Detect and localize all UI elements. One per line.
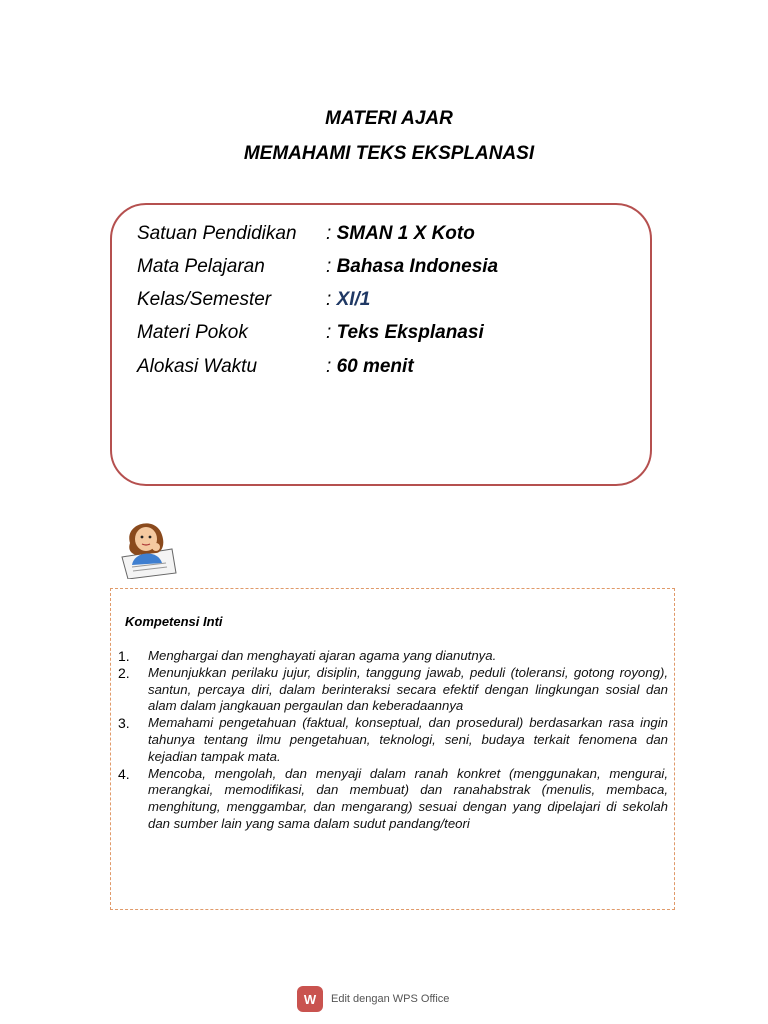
list-text: Menunjukkan perilaku jujur, disiplin, tanggung jawab, peduli (toleransi, gotong royong), santun, percaya diri, dalam berinteraksi secara efektif dengan lingkungan sosial dan alam dalam jangkauan pergaulan dan keberadaannya	[148, 664, 668, 714]
list-number: 4.	[118, 765, 130, 782]
info-label: Satuan Pendidikan	[137, 223, 297, 244]
list-text: Memahami pengetahuan (faktual, konseptual, dan prosedural) berdasarkan rasa ingin tahunya tentang ilmu pengetahuan, teknologi, seni, budaya terkait fenomena dan kejadian tampak mata.	[148, 715, 668, 764]
identity-box	[110, 203, 652, 486]
list-text: Mencoba, mengolah, dan menyaji dalam ranah konkret (menggunakan, mengurai, merangkai, memodifikasi, dan membuat) dan ranahabstrak (menulis, membaca, menghitung, menggambar, dan mengarang) sesuai dengan yang dipelajari di sekolah dan sumber lain yang sama dalam sudut pandang/teori	[148, 765, 668, 831]
thinking-student-illustration	[116, 513, 178, 579]
wps-logo-icon: W	[297, 986, 323, 1012]
edit-with-wps-label: Edit dengan WPS Office	[331, 993, 450, 1005]
info-value: : XI/1	[326, 289, 371, 310]
info-label: Mata Pelajaran	[137, 256, 265, 277]
info-value: : Bahasa Indonesia	[326, 256, 499, 277]
info-label: Materi Pokok	[137, 322, 248, 343]
info-value: : SMAN 1 X Koto	[326, 223, 475, 244]
list-item	[118, 648, 668, 665]
kompetensi-inti-title: Kompetensi Inti	[125, 614, 223, 629]
info-label: Alokasi Waktu	[137, 356, 258, 377]
list-number: 2.	[118, 664, 130, 681]
edit-with-wps-button[interactable]	[297, 986, 449, 1012]
list-text: Menghargai dan menghayati ajaran agama yang dianutnya.	[148, 648, 497, 663]
document-subtitle: MEMAHAMI TEKS EKSPLANASI	[243, 143, 535, 164]
list-number: 1.	[118, 648, 130, 664]
list-number: 3.	[118, 715, 130, 732]
kompetensi-inti-list	[118, 648, 668, 833]
list-item	[118, 766, 668, 833]
document-title: MATERI AJAR	[325, 108, 453, 129]
info-label: Kelas/Semester	[137, 289, 272, 310]
list-item	[118, 665, 668, 715]
info-value: : 60 menit	[326, 356, 414, 377]
list-item	[118, 715, 668, 765]
info-value: : Teks Eksplanasi	[326, 322, 484, 343]
